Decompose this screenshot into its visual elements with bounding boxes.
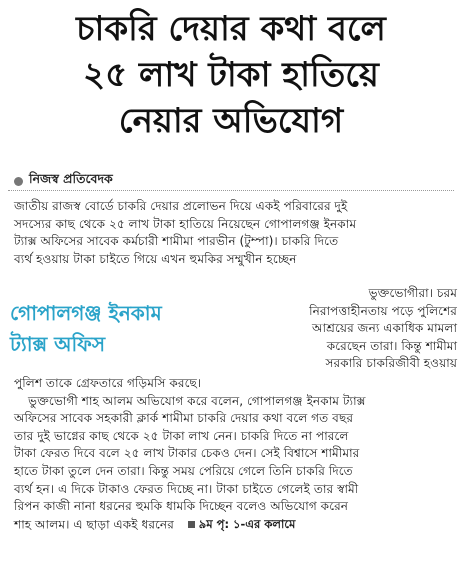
- byline: [14, 171, 113, 191]
- text-line: ব্যর্থ হন। এ দিকে টাকাও ফেরত দিচ্ছে না। টাকা চাইতে গেলেই তার স্বামী: [14, 481, 359, 496]
- text-line: ভুক্তভোগী শাহ আলম অভিযোগ করে বলেন, গোপালগঞ্জ ইনকাম ট্যাক্স: [28, 393, 366, 408]
- text-line: করেছেন তারা। কিন্তু শামীমা: [326, 338, 457, 353]
- text-line: সরকারি চাকরিজীবী হওয়ায়: [325, 356, 457, 371]
- continued-text: ৯ম পৃ: ১-এর কলামে: [198, 516, 296, 531]
- text-line: অফিসের সাবেক সহকারী ক্লার্ক শামীমা চাকরি দেয়ার কথা বলে গত বছর: [14, 411, 354, 426]
- text-line: আশ্রয়ের জন্য একাধিক মামলা: [311, 321, 457, 336]
- text-line: ব্যর্থ হওয়ায় টাকা চাইতে গিয়ে এখন হুমকির সম্মুখীন হচ্ছেন: [14, 251, 297, 266]
- continued-marker: [188, 516, 296, 534]
- text-line: নিরাপত্তাহীনতায় পড়ে পুলিশের: [309, 303, 457, 318]
- headline-line-2: ২৫ লাখ টাকা হাতিয়ে: [83, 55, 379, 95]
- text-line: হাতে টাকা তুলে দেন তারা। কিন্তু সময় পেরিয়ে গেলে তিনি চাকরি দিতে: [14, 463, 353, 478]
- headline: [10, 6, 452, 144]
- text-line: সদস্যের কাছ থেকে ২৫ লাখ টাকা হাতিয়ে নিয়েছেন গোপালগঞ্জ ইনকাম: [14, 216, 357, 231]
- text-line: ভুক্তভোগীরা। চরম: [368, 286, 457, 300]
- main-paragraph: [14, 375, 454, 534]
- last-line: [14, 516, 454, 534]
- byline-text: নিজস্ব প্রতিবেদক: [29, 171, 113, 186]
- text-line: তার দুই ভাগ্নের কাছ থেকে ২৫ টাকা লাখ নেন। চাকরি দিতে না পারলে: [14, 428, 349, 443]
- pull-quote: [10, 298, 236, 360]
- intro-paragraph: [14, 198, 454, 268]
- text-line: শাহ আলম। এ ছাড়া একই ধরনের: [14, 517, 174, 532]
- text-line: ট্যাক্স অফিসের সাবেক কর্মচারী শামীমা পারভীন (টুম্পা)। চাকরি দিতে: [14, 234, 339, 249]
- divider: [8, 190, 454, 191]
- text-line: জাতীয় রাজস্ব বোর্ডে চাকরি দেয়ার প্রলোভন দিয়ে একই পরিবারের দুই: [14, 199, 348, 213]
- bullet-icon: [14, 177, 23, 186]
- headline-line-3: নেয়ার অভিযোগ: [118, 101, 344, 141]
- text-line: রিপন কাজী নানা ধরনের হুমকি ধামকি দিচ্ছেন বলেও অভিযোগ করেন: [14, 499, 349, 514]
- text-line: পুলিশ তাকে গ্রেফতারে গড়িমসি করছে।: [14, 376, 202, 390]
- pull-quote-line-2: ট্যাক্স অফিস: [10, 332, 106, 356]
- pull-quote-line-1: গোপালগঞ্জ ইনকাম: [10, 301, 162, 325]
- headline-line-1: চাকরি দেয়ার কথা বলে: [76, 9, 386, 49]
- text-line: টাকা ফেরত দিবে বলে ২৫ লাখ টাকার চেকও দেন। সেই বিশ্বাসে শামীমার: [14, 446, 360, 461]
- side-column: [247, 285, 457, 373]
- square-icon: [188, 521, 195, 528]
